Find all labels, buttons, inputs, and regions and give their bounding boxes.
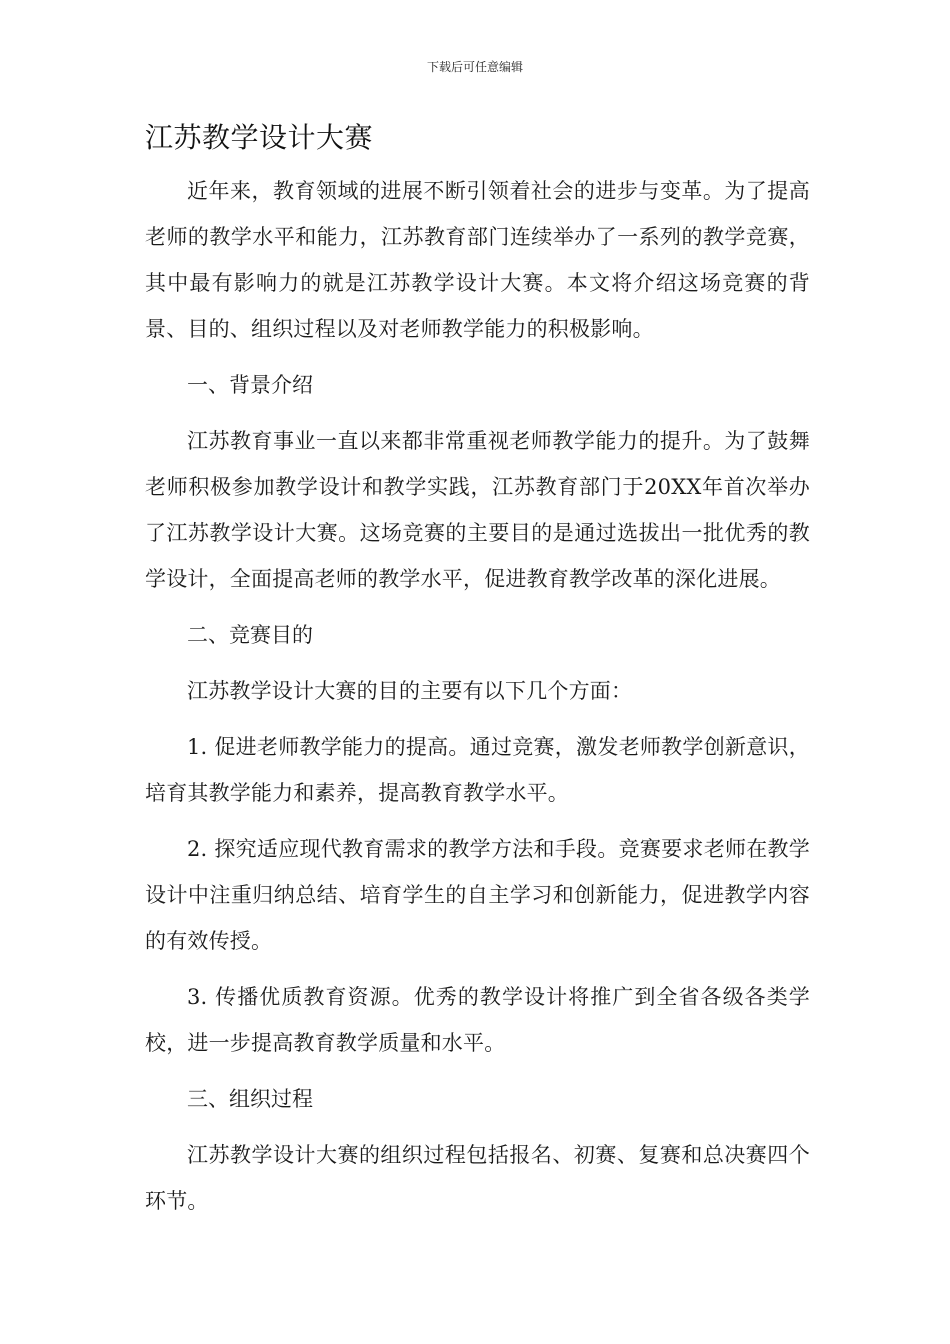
document-body [145,168,810,1234]
background-paragraph: 江苏教育事业一直以来都非常重视老师教学能力的提升。为了鼓舞老师积极参加教学设计和教学实践，江苏教育部门于20XX年首次举办了江苏教学设计大赛。这场竞赛的主要目的是通过选拔出一批优秀的教学设计，全面提高老师的教学水平，促进教育教学改革的深化进展。 [145,429,810,591]
section-heading-background: 一、背景介绍 [187,373,313,397]
section-heading-process: 三、组织过程 [187,1087,313,1111]
page-title: 江苏教学设计大赛 [145,121,374,154]
purpose-item-1: 1. 促进老师教学能力的提高。通过竞赛，激发老师教学创新意识，培育其教学能力和素养，提高教育教学水平。 [145,735,810,805]
section-heading-purpose: 二、竞赛目的 [187,623,313,647]
purpose-lead-paragraph: 江苏教学设计大赛的目的主要有以下几个方面： [187,679,633,703]
purpose-item-2: 2. 探究适应现代教育需求的教学方法和手段。竞赛要求老师在教学设计中注重归纳总结、培育学生的自主学习和创新能力，促进教学内容的有效传授。 [145,837,810,953]
header-note: 下载后可任意编辑 [426,60,523,74]
process-paragraph: 江苏教学设计大赛的组织过程包括报名、初赛、复赛和总决赛四个环节。 [145,1143,810,1213]
purpose-item-3: 3. 传播优质教育资源。优秀的教学设计将推广到全省各级各类学校，进一步提高教育教学质量和水平。 [145,985,810,1055]
intro-paragraph: 近年来，教育领域的进展不断引领着社会的进步与变革。为了提高老师的教学水平和能力，江苏教育部门连续举办了一系列的教学竞赛，其中最有影响力的就是江苏教学设计大赛。本文将介绍这场竞赛的背景、目的、组织过程以及对老师教学能力的积极影响。 [145,179,810,341]
